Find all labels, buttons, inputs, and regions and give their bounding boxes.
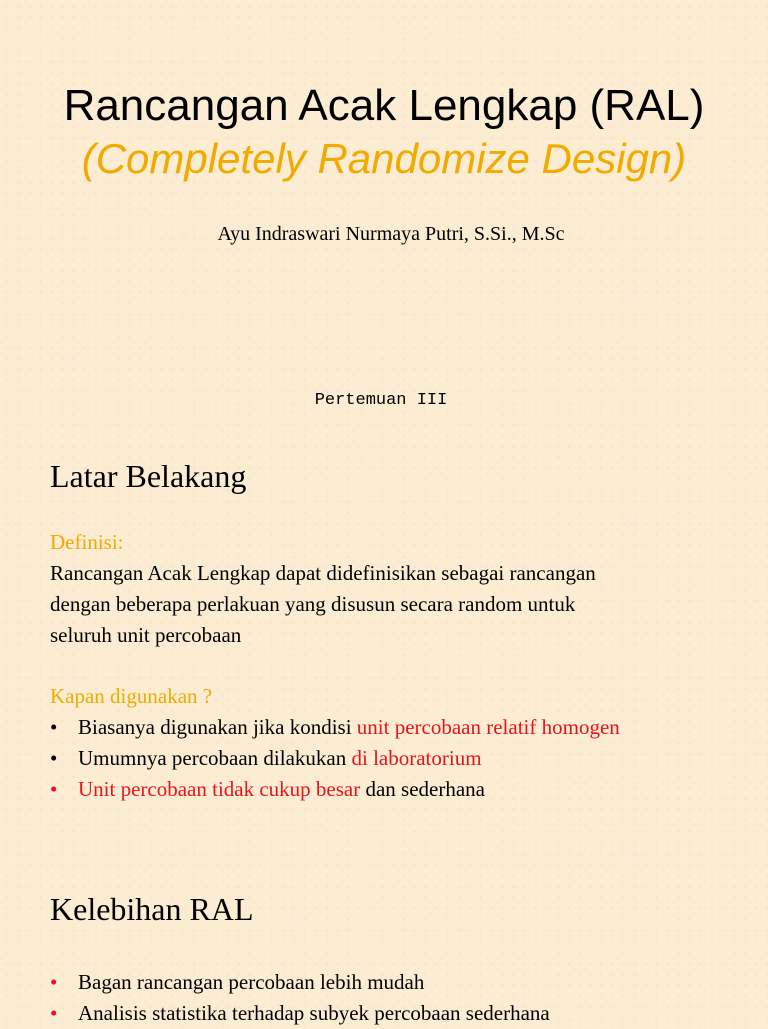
definition-line: Rancangan Acak Lengkap dapat didefinisikan sebagai rancangan bbox=[50, 561, 596, 585]
list-item bbox=[50, 967, 550, 998]
slide-title: Rancangan Acak Lengkap (RAL) bbox=[63, 81, 705, 130]
item-text: Umumnya percobaan dilakukan bbox=[78, 746, 352, 770]
definition-line: dengan beberapa perlakuan yang disusun secara random untuk bbox=[50, 592, 576, 616]
item-text: Analisis statistika terhadap subyek percobaan sederhana bbox=[78, 1001, 550, 1025]
when-used-list bbox=[50, 712, 620, 805]
item-text: Biasanya digunakan jika kondisi bbox=[78, 715, 357, 739]
author-name: Ayu Indraswari Nurmaya Putri, S.Si., M.Sc bbox=[217, 223, 565, 245]
bullet-icon: • bbox=[50, 777, 58, 801]
advantages-list bbox=[50, 967, 550, 1029]
bullet-icon: • bbox=[50, 970, 58, 994]
slide-subtitle: (Completely Randomize Design) bbox=[81, 135, 687, 182]
definition-label: Definisi: bbox=[50, 530, 124, 554]
list-item bbox=[50, 712, 620, 743]
definition-paragraph bbox=[50, 558, 750, 651]
list-item bbox=[50, 774, 620, 805]
background-heading: Latar Belakang bbox=[50, 458, 247, 494]
item-highlight: Unit percobaan tidak cukup besar bbox=[78, 777, 361, 801]
item-text: Bagan rancangan percobaan lebih mudah bbox=[78, 970, 425, 994]
definition-line: seluruh unit percobaan bbox=[50, 623, 242, 647]
advantages-heading: Kelebihan RAL bbox=[50, 891, 254, 927]
list-item bbox=[50, 743, 620, 774]
item-highlight: unit percobaan relatif homogen bbox=[356, 715, 620, 739]
list-item bbox=[50, 998, 550, 1029]
when-used-label: Kapan digunakan ? bbox=[50, 684, 213, 708]
bullet-icon: • bbox=[50, 1001, 58, 1025]
bullet-icon: • bbox=[50, 715, 58, 739]
item-text-after: dan sederhana bbox=[360, 777, 486, 801]
bullet-icon: • bbox=[50, 746, 58, 770]
meeting-label: Pertemuan III bbox=[314, 391, 448, 410]
item-highlight: di laboratorium bbox=[351, 746, 482, 770]
